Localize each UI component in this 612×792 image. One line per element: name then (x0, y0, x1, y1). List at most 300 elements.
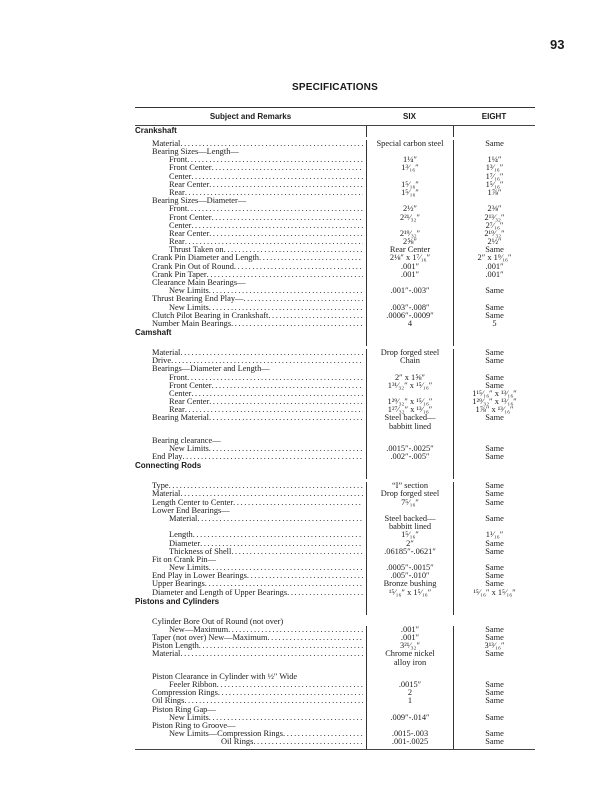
subject-cell (135, 548, 366, 556)
dot-leader (191, 173, 363, 181)
six-value: .005″-.010″ (366, 572, 453, 580)
eight-value: Same (453, 681, 535, 689)
table-row (135, 531, 535, 539)
subject-cell (135, 230, 366, 238)
eight-value: 5 (453, 320, 535, 328)
table-row (135, 556, 535, 564)
eight-value: Same (453, 634, 535, 642)
table-row (135, 222, 535, 230)
eight-value: Same (453, 357, 535, 365)
eight-value: 2¹⁹⁄₃₂″ (453, 230, 535, 238)
row-label: End Play (152, 453, 183, 462)
six-value: 2¹⁹⁄₃₂″ (366, 230, 453, 238)
dot-leader (185, 406, 363, 414)
row-label: Rear Center (169, 229, 210, 238)
six-cell (366, 746, 453, 749)
table-row (135, 634, 535, 642)
six-value: babbitt lined (366, 523, 453, 531)
table-row (135, 445, 535, 453)
eight-value: Same (453, 564, 535, 572)
eight-value: Same (453, 140, 535, 148)
row-label: Feeler Ribbon (169, 680, 217, 689)
six-value: .001″ (366, 634, 453, 642)
eight-value: Same (453, 499, 535, 507)
row-label: Upper Bearings (152, 580, 205, 589)
eight-value: 1⅞″ (453, 189, 535, 197)
eight-value: Same (453, 540, 535, 548)
table-row (135, 499, 535, 507)
dot-leader (218, 689, 363, 697)
dot-leader (212, 382, 363, 390)
subject-cell (135, 714, 366, 722)
subject-cell (135, 398, 366, 406)
six-value: Chain (366, 357, 453, 365)
subject-cell (135, 564, 366, 572)
subject-cell (135, 445, 366, 453)
header-subject: Subject and Remarks (209, 112, 292, 121)
table-row (135, 189, 535, 197)
row-label: Cylinder Bore Out of Round (not over) (152, 616, 284, 626)
specifications-table (135, 107, 535, 750)
row-label: Rear (169, 238, 185, 247)
section-heading (135, 597, 535, 615)
eight-value: 1¼″ (453, 156, 535, 164)
table-row (135, 589, 535, 597)
subject-cell (135, 164, 366, 172)
six-value: .0005″-.0015″ (366, 564, 453, 572)
dot-leader (231, 320, 363, 328)
dot-leader (180, 650, 363, 658)
table-row (135, 279, 535, 287)
eight-value: .001″ (453, 263, 535, 271)
dot-leader (193, 531, 363, 539)
page-number: 93 (550, 37, 565, 52)
table-row (135, 346, 535, 357)
subject-cell (135, 615, 366, 626)
dot-leader (171, 357, 363, 365)
row-label: Bearing Sizes—Length— (152, 148, 239, 156)
subject-cell (135, 626, 366, 634)
section-heading (135, 328, 535, 346)
subject-cell (135, 197, 366, 205)
row-label: Material (152, 347, 181, 357)
table-row (135, 148, 535, 156)
six-cell (366, 461, 453, 479)
six-value: .0015″ (366, 681, 453, 689)
six-value: Chrome nickel (366, 650, 453, 658)
table-row (135, 164, 535, 172)
dot-leader (209, 181, 363, 189)
eight-cell (453, 126, 535, 137)
dot-leader (259, 254, 363, 262)
table-row (135, 738, 535, 746)
six-value: ¹⁵⁄₁₆″ x 1⁵⁄₁₆″ (366, 589, 453, 597)
table-row (135, 523, 535, 531)
dot-leader (197, 515, 363, 523)
table-row (135, 615, 535, 626)
subject-cell (135, 414, 366, 422)
row-label: Fit on Crank Pin— (152, 555, 216, 564)
dot-leader (283, 730, 363, 738)
dot-leader (243, 295, 363, 303)
eight-value: Same (453, 374, 535, 382)
subject-cell (135, 365, 366, 373)
subject-cell (135, 222, 366, 230)
row-label: Oil Rings (152, 697, 185, 706)
row-label: Crank Pin Diameter and Length (152, 254, 259, 263)
subject-cell (135, 295, 366, 303)
table-row (135, 414, 535, 422)
six-value: 2⅛″ x 1⁷⁄₁₆″ (366, 254, 453, 262)
row-label: Piston Ring Gap— (152, 705, 216, 714)
subject-cell (135, 189, 366, 197)
six-value: Steel backed— (366, 515, 453, 523)
row-label: Front (169, 156, 188, 165)
row-label: Front (169, 205, 188, 214)
row-label: Rear Center (169, 180, 210, 189)
subject-cell (135, 572, 366, 580)
subject-cell (135, 540, 366, 548)
subject-cell (135, 634, 366, 642)
row-label: Bearings—Diameter and Length— (152, 365, 270, 374)
eight-cell (453, 328, 535, 346)
eight-value: Same (453, 689, 535, 697)
dot-leader (207, 271, 363, 279)
dot-leader (217, 681, 363, 689)
eight-value: 1²⁹⁄₃₂″ x ¹³⁄₁₆″ (453, 398, 535, 406)
dot-leader (209, 230, 363, 238)
eight-value: 2½″ (453, 238, 535, 246)
eight-value: Same (453, 714, 535, 722)
subject-cell (135, 437, 366, 445)
row-label: Compression Rings (152, 689, 218, 698)
table-row (135, 295, 535, 303)
table-row (135, 312, 535, 320)
row-label: End Play in Lower Bearings (152, 572, 247, 581)
subject-cell (135, 580, 366, 588)
table-row (135, 572, 535, 580)
eight-value: 1³⁄₁₆″ (453, 164, 535, 172)
eight-value: 3¹³⁄₁₆″ (453, 642, 535, 650)
dot-leader (184, 697, 363, 705)
table-end (135, 746, 535, 749)
row-label: Center (169, 389, 192, 398)
eight-value: Same (453, 730, 535, 738)
six-value: “I” section (366, 482, 453, 490)
row-label: Piston Clearance in Cylinder with ½″ Wide (152, 672, 298, 681)
dot-leader (234, 263, 363, 271)
header-eight: EIGHT (481, 112, 507, 121)
eight-value (453, 423, 535, 431)
dot-leader (209, 714, 363, 722)
dot-leader (185, 189, 363, 197)
subject-cell (135, 722, 366, 730)
row-label: Clutch Pilot Bearing in Crankshaft (152, 311, 269, 320)
subject-cell (135, 746, 366, 749)
subject-cell (135, 238, 366, 246)
dot-leader (191, 222, 363, 230)
table-row (135, 320, 535, 328)
dot-leader (200, 540, 363, 548)
subject-cell (135, 357, 366, 365)
table-row (135, 197, 535, 205)
row-label: Oil Rings (221, 738, 254, 747)
dot-leader (233, 499, 363, 507)
row-label: Center (169, 221, 192, 230)
eight-cell (453, 746, 535, 749)
subject-cell (135, 263, 366, 271)
row-label: Center (169, 172, 192, 181)
eight-value: Same (453, 650, 535, 658)
section-title: Connecting Rods (135, 461, 202, 471)
subject-cell (135, 479, 366, 490)
section-title: Pistons and Cylinders (135, 596, 220, 606)
subject-cell (135, 382, 366, 390)
dot-leader (205, 580, 363, 588)
dot-leader (187, 374, 363, 382)
subject-cell (135, 531, 366, 539)
row-label: Type (152, 481, 169, 491)
dot-leader (182, 453, 363, 461)
row-label: New—Maximum (169, 625, 229, 634)
row-label: Bearing Sizes—Diameter— (152, 197, 247, 206)
subject-cell (135, 706, 366, 714)
eight-value: Same (453, 349, 535, 357)
subject-cell (135, 556, 366, 564)
table-header (135, 108, 535, 126)
subject-cell (135, 279, 366, 287)
table-row (135, 722, 535, 730)
eight-value: Same (453, 697, 535, 705)
subject-cell (135, 738, 366, 746)
eight-cell (453, 597, 535, 615)
eight-value: 1¹⁵⁄₁₆″ x ¹³⁄₁₆″ (453, 390, 535, 398)
six-value: 2²¹⁄₃₂″ (366, 214, 453, 222)
table-row (135, 689, 535, 697)
eight-value: 2⁷⁄₁₆″ (453, 222, 535, 230)
subject-cell (135, 320, 366, 328)
six-value: .003″-.008″ (366, 304, 453, 312)
eight-value: Same (453, 548, 535, 556)
table-row (135, 271, 535, 279)
table-row (135, 437, 535, 445)
six-value: .0015-.003 (366, 730, 453, 738)
six-value: .001″-.003″ (366, 287, 453, 295)
six-value: 2 (366, 689, 453, 697)
six-value: 1 (366, 697, 453, 705)
six-value: 2½″ (366, 205, 453, 213)
subject-cell (135, 515, 366, 523)
row-label: New Limits (169, 564, 209, 573)
row-label: Front Center (169, 381, 212, 390)
dot-leader (209, 398, 363, 406)
subject-cell (135, 374, 366, 382)
table-row (135, 205, 535, 213)
subject-cell (135, 137, 366, 148)
eight-value: 2¹³⁄₃₂″ (453, 214, 535, 222)
eight-value: 2⅜″ (453, 205, 535, 213)
dot-leader (180, 140, 363, 148)
table-row (135, 374, 535, 382)
dot-leader (187, 205, 363, 213)
row-label: Piston Ring to Groove— (152, 721, 236, 730)
table-row (135, 659, 535, 667)
six-value: 3²¹⁄₃₂″ (366, 642, 453, 650)
subject-cell (135, 304, 366, 312)
six-value: 2″ x 1⅝″ (366, 374, 453, 382)
eight-value: Same (453, 453, 535, 461)
table-row (135, 507, 535, 515)
row-label: Diameter (169, 539, 201, 548)
dot-leader (180, 490, 363, 498)
dot-leader (187, 156, 363, 164)
subject-cell (135, 390, 366, 398)
dot-leader (209, 304, 363, 312)
eight-value: Same (453, 382, 535, 390)
six-value: Steel backed— (366, 414, 453, 422)
page-title: SPECIFICATIONS (292, 82, 378, 93)
six-value: .0006″-.0009″ (366, 312, 453, 320)
subject-cell (135, 490, 366, 498)
six-value: babbitt lined (366, 423, 453, 431)
subject-cell (135, 214, 366, 222)
eight-value: Same (453, 312, 535, 320)
subject-cell (135, 659, 366, 667)
dot-leader (247, 572, 363, 580)
eight-value: 1⅞″ x ¹³⁄₁₆″ (453, 406, 535, 414)
eight-value: Same (453, 738, 535, 746)
table-row (135, 681, 535, 689)
row-label: New Limits—Compression Rings (169, 730, 283, 739)
table-row (135, 490, 535, 498)
eight-value: Same (453, 304, 535, 312)
subject-cell (135, 205, 366, 213)
subject-cell (135, 271, 366, 279)
six-value: 1⁵⁄₁₆″ (366, 181, 453, 189)
eight-value: Same (453, 246, 535, 254)
table-row (135, 137, 535, 148)
six-cell (366, 597, 453, 615)
six-value: .0015″-.0025″ (366, 445, 453, 453)
section-heading (135, 126, 535, 137)
eight-value: 1⁵⁄₁₆″ (453, 181, 535, 189)
row-label: Taper (not over) New—Maximum (152, 634, 268, 642)
eight-value: Same (453, 482, 535, 490)
dot-leader (209, 445, 363, 453)
row-label: Thrust Taken on (169, 246, 224, 255)
subject-cell (135, 312, 366, 320)
subject-cell (135, 650, 366, 658)
eight-value: ¹⁵⁄₁₆″ x 1⁵⁄₁₆″ (453, 589, 535, 597)
table-row (135, 626, 535, 634)
six-value: Drop forged steel (366, 490, 453, 498)
table-row (135, 156, 535, 164)
table-row (135, 230, 535, 238)
table-row (135, 365, 535, 373)
table-row (135, 287, 535, 295)
six-value: 4 (366, 320, 453, 328)
row-label: Drive (152, 357, 172, 366)
row-label: Rear Center (169, 398, 210, 407)
subject-cell (135, 423, 366, 431)
six-value: alloy iron (366, 659, 453, 667)
table-row (135, 214, 535, 222)
dot-leader (209, 287, 363, 295)
subject-cell (135, 246, 366, 254)
table-row (135, 714, 535, 722)
section-title: Camshaft (135, 328, 172, 338)
eight-value: Same (453, 515, 535, 523)
row-label: Material (169, 514, 198, 523)
row-label: Lower End Bearings— (152, 506, 230, 515)
six-value: .002″-.005″ (366, 453, 453, 461)
six-value: .001″ (366, 626, 453, 634)
dot-leader (191, 390, 363, 398)
six-value: .06185″-.0621″ (366, 548, 453, 556)
subject-cell (135, 523, 366, 531)
eight-value: 2″ x 1⁹⁄₁₆″ (453, 254, 535, 262)
row-label: Length (169, 531, 193, 540)
subject-cell (135, 406, 366, 414)
section-title: Crankshaft (135, 126, 177, 135)
dot-leader (224, 246, 363, 254)
dot-leader (209, 414, 363, 422)
six-value: .001″ (366, 263, 453, 271)
table-row (135, 730, 535, 738)
row-label: Clearance Main Bearings— (152, 279, 246, 287)
subject-cell (135, 499, 366, 507)
row-label: Rear (169, 188, 185, 197)
table-row (135, 453, 535, 461)
dot-leader (267, 634, 363, 642)
table-row (135, 697, 535, 705)
subject-cell (135, 254, 366, 262)
row-label: Material (152, 490, 181, 499)
row-label: Thrust Bearing End Play— (152, 295, 244, 304)
row-label: Length Center to Center (152, 498, 234, 507)
six-value: 1²⁷⁄₃₂″ x ¹³⁄₁₆″ (366, 406, 453, 414)
row-label: Bearing Material (152, 414, 209, 423)
table-row (135, 246, 535, 254)
row-label: Material (152, 650, 181, 659)
subject-cell (135, 453, 366, 461)
dot-leader (185, 238, 363, 246)
row-label: Crank Pin Out of Round (152, 262, 234, 271)
six-value: .001″ (366, 271, 453, 279)
table-row (135, 540, 535, 548)
eight-value: .001″ (453, 271, 535, 279)
dot-leader (169, 482, 363, 490)
eight-value: Same (453, 287, 535, 295)
six-value: 1¼″ (366, 156, 453, 164)
subject-cell (135, 697, 366, 705)
row-label: New Limits (169, 445, 209, 453)
row-label: Bearing clearance— (152, 436, 221, 445)
six-value: 1²⁹⁄₃₂″ x ¹⁵⁄₁₆″ (366, 398, 453, 406)
six-value: 2⅝″ (366, 238, 453, 246)
subject-cell (135, 181, 366, 189)
table-row (135, 357, 535, 365)
subject-cell (135, 689, 366, 697)
eight-value: Same (453, 580, 535, 588)
subject-cell (135, 148, 366, 156)
table-row (135, 548, 535, 556)
six-value: Rear Center (366, 246, 453, 254)
dot-leader (199, 642, 363, 650)
row-label: Diameter and Length of Upper Bearings (152, 588, 288, 597)
table-row (135, 263, 535, 271)
table-body (135, 126, 535, 749)
